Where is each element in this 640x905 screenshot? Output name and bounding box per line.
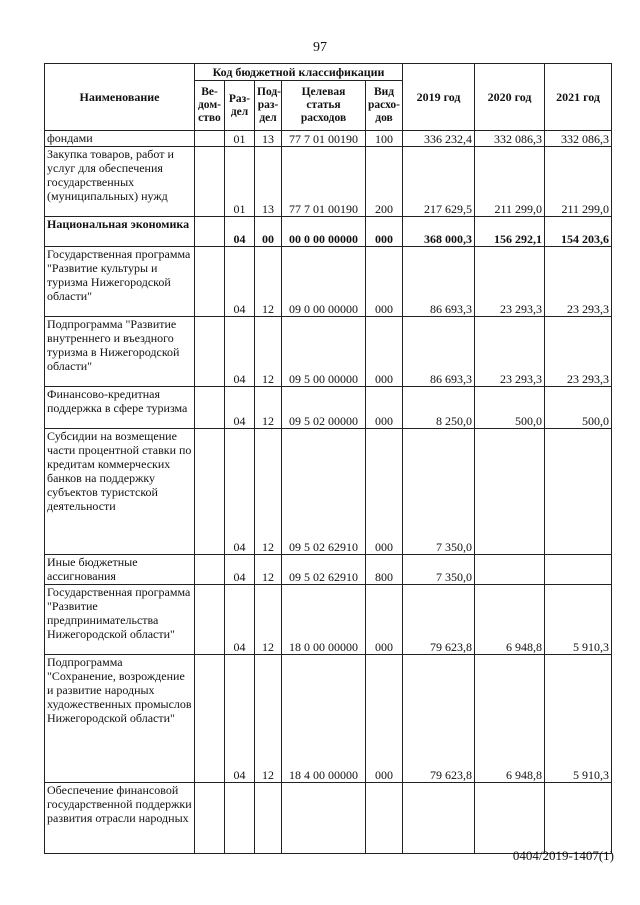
header-vedomstvo: Ве-дом-ство	[195, 81, 225, 131]
cell-name: Подпрограмма "Сохранение, возрождение и развитие народных художественных промыслов Нижегородской области"	[45, 655, 195, 783]
header-code-group: Код бюджетной классификации	[195, 64, 403, 81]
cell-razdel: 04	[225, 429, 255, 555]
cell-2019	[403, 783, 475, 854]
cell-podrazdel: 12	[255, 429, 282, 555]
footer-code: 0404/2019-1407(1)	[512, 848, 614, 863]
cell-vid: 000	[366, 585, 403, 655]
table-row	[45, 655, 612, 783]
cell-2020	[475, 429, 545, 555]
cell-vid: 000	[366, 247, 403, 317]
cell-name: Государственная программа "Развитие культуры и туризма Нижегородской области"	[45, 247, 195, 317]
cell-razdel	[225, 783, 255, 854]
cell-razdel: 04	[225, 217, 255, 247]
cell-2021: 5 910,3	[545, 655, 612, 783]
table-body	[45, 131, 612, 854]
cell-vid: 200	[366, 147, 403, 217]
table-row	[45, 585, 612, 655]
cell-2019: 86 693,3	[403, 317, 475, 387]
table-row	[45, 783, 612, 854]
cell-celevaya: 09 5 02 62910	[282, 555, 366, 585]
table-row	[45, 131, 612, 147]
cell-vid: 100	[366, 131, 403, 147]
cell-podrazdel: 13	[255, 131, 282, 147]
cell-podrazdel: 12	[255, 247, 282, 317]
cell-razdel: 01	[225, 147, 255, 217]
cell-2020: 500,0	[475, 387, 545, 429]
cell-2019: 7 350,0	[403, 555, 475, 585]
cell-celevaya: 77 7 01 00190	[282, 131, 366, 147]
cell-2020: 23 293,3	[475, 247, 545, 317]
cell-podrazdel: 12	[255, 317, 282, 387]
cell-podrazdel: 12	[255, 585, 282, 655]
cell-razdel: 04	[225, 387, 255, 429]
cell-vedomstvo	[195, 217, 225, 247]
cell-2019: 79 623,8	[403, 655, 475, 783]
cell-celevaya	[282, 783, 366, 854]
table-row	[45, 247, 612, 317]
cell-2021: 211 299,0	[545, 147, 612, 217]
page-number: 97	[313, 40, 327, 55]
cell-podrazdel: 12	[255, 655, 282, 783]
cell-2019: 7 350,0	[403, 429, 475, 555]
cell-vid: 000	[366, 387, 403, 429]
cell-vedomstvo	[195, 131, 225, 147]
cell-2019: 8 250,0	[403, 387, 475, 429]
cell-2019: 79 623,8	[403, 585, 475, 655]
cell-2019: 368 000,3	[403, 217, 475, 247]
cell-vid	[366, 783, 403, 854]
cell-vedomstvo	[195, 585, 225, 655]
cell-2020: 332 086,3	[475, 131, 545, 147]
header-name: Наименование	[45, 64, 195, 131]
cell-razdel: 04	[225, 585, 255, 655]
cell-2021: 332 086,3	[545, 131, 612, 147]
cell-vid: 000	[366, 429, 403, 555]
cell-podrazdel: 12	[255, 555, 282, 585]
cell-2020: 6 948,8	[475, 655, 545, 783]
cell-2021: 23 293,3	[545, 247, 612, 317]
cell-2020	[475, 555, 545, 585]
table-row	[45, 317, 612, 387]
cell-2020: 211 299,0	[475, 147, 545, 217]
header-2021: 2021 год	[545, 64, 612, 131]
cell-vedomstvo	[195, 317, 225, 387]
table-row	[45, 217, 612, 247]
cell-celevaya: 09 5 00 00000	[282, 317, 366, 387]
cell-razdel: 01	[225, 131, 255, 147]
cell-name: Закупка товаров, работ и услуг для обеспечения государственных (муниципальных) нужд	[45, 147, 195, 217]
cell-podrazdel: 00	[255, 217, 282, 247]
cell-podrazdel	[255, 783, 282, 854]
table-row	[45, 555, 612, 585]
cell-celevaya: 18 4 00 00000	[282, 655, 366, 783]
cell-vid: 000	[366, 655, 403, 783]
cell-vedomstvo	[195, 247, 225, 317]
table-row	[45, 147, 612, 217]
cell-2021: 5 910,3	[545, 585, 612, 655]
table-row	[45, 429, 612, 555]
header-razdel: Раз-дел	[225, 81, 255, 131]
cell-vid: 800	[366, 555, 403, 585]
cell-vedomstvo	[195, 147, 225, 217]
cell-celevaya: 77 7 01 00190	[282, 147, 366, 217]
cell-razdel: 04	[225, 655, 255, 783]
cell-razdel: 04	[225, 555, 255, 585]
header-celevaya: Целевая статья расходов	[282, 81, 366, 131]
cell-2021: 154 203,6	[545, 217, 612, 247]
cell-2021	[545, 555, 612, 585]
cell-2021	[545, 429, 612, 555]
cell-name: Обеспечение финансовой государственной поддержки развития отрасли народных	[45, 783, 195, 854]
cell-vid: 000	[366, 217, 403, 247]
cell-vedomstvo	[195, 429, 225, 555]
cell-name: Подпрограмма "Развитие внутреннего и въездного туризма в Нижегородской области"	[45, 317, 195, 387]
header-2019: 2019 год	[403, 64, 475, 131]
header-podrazdel: Под-раз-дел	[255, 81, 282, 131]
cell-2020: 6 948,8	[475, 585, 545, 655]
cell-celevaya: 09 5 02 00000	[282, 387, 366, 429]
cell-name: Национальная экономика	[45, 217, 195, 247]
cell-razdel: 04	[225, 247, 255, 317]
cell-name: фондами	[45, 131, 195, 147]
cell-celevaya: 09 5 02 62910	[282, 429, 366, 555]
cell-2021	[545, 783, 612, 854]
cell-2019: 217 629,5	[403, 147, 475, 217]
cell-2021: 23 293,3	[545, 317, 612, 387]
cell-name: Иные бюджетные ассигнования	[45, 555, 195, 585]
header-2020: 2020 год	[475, 64, 545, 131]
cell-celevaya: 18 0 00 00000	[282, 585, 366, 655]
cell-vedomstvo	[195, 655, 225, 783]
cell-vedomstvo	[195, 783, 225, 854]
cell-celevaya: 00 0 00 00000	[282, 217, 366, 247]
cell-2021: 500,0	[545, 387, 612, 429]
cell-2019: 336 232,4	[403, 131, 475, 147]
cell-2020: 23 293,3	[475, 317, 545, 387]
header-vid: Вид расхо-дов	[366, 81, 403, 131]
cell-name: Финансово-кредитная поддержка в сфере туризма	[45, 387, 195, 429]
budget-table	[44, 63, 612, 854]
cell-podrazdel: 12	[255, 387, 282, 429]
cell-name: Государственная программа "Развитие предпринимательства Нижегородской области"	[45, 585, 195, 655]
cell-razdel: 04	[225, 317, 255, 387]
cell-2020: 156 292,1	[475, 217, 545, 247]
cell-celevaya: 09 0 00 00000	[282, 247, 366, 317]
cell-vid: 000	[366, 317, 403, 387]
cell-2019: 86 693,3	[403, 247, 475, 317]
cell-2020	[475, 783, 545, 854]
cell-vedomstvo	[195, 555, 225, 585]
cell-vedomstvo	[195, 387, 225, 429]
table-row	[45, 387, 612, 429]
cell-podrazdel: 13	[255, 147, 282, 217]
cell-name: Субсидии на возмещение части процентной ставки по кредитам коммерческих банков на поддержку субъектов туристской деятельности	[45, 429, 195, 555]
